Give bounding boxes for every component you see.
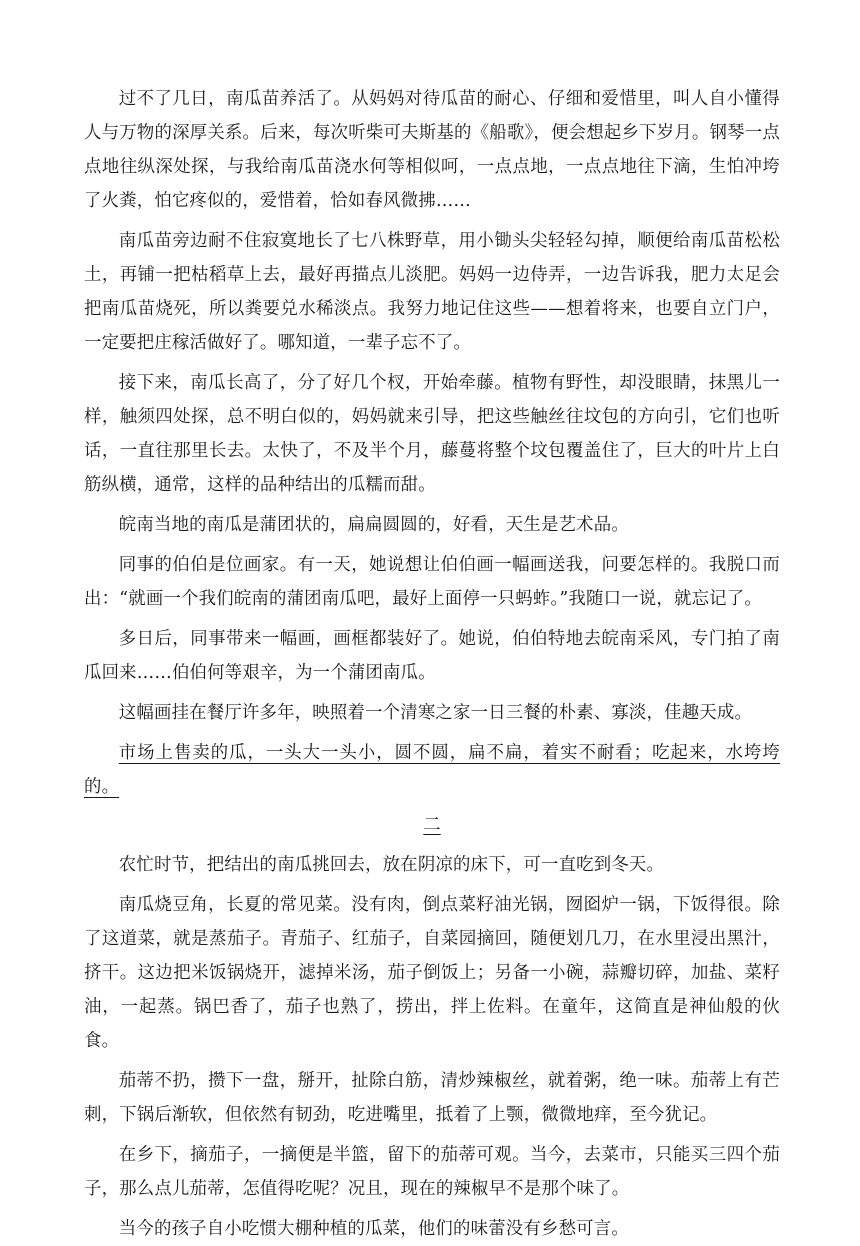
paragraph: 接下来，南瓜长高了，分了好几个杈，开始牵藤。植物有野性，却没眼睛，抹黑儿一样，触须四处探，总不明白似的，妈妈就来引导，把这些触丝往坟包的方向引，它们也听话，一直往那里长去。太快了，不及半个月，藤蔓将整个坟包覆盖住了，巨大的叶片上白筋纵横，通常，这样的品种结出的瓜糯而甜。 (84, 373, 780, 495)
paragraph: 南瓜苗旁边耐不住寂寞地长了七八株野草，用小锄头尖轻轻勾掉，顺便给南瓜苗松松土，再铺一把枯稻草上去，最好再描点儿淡肥。妈妈一边侍弄，一边告诉我，肥力太足会把南瓜苗烧死，所以粪要兑水稀淡点。我努力地记住这些——想着将来，也要自立门户，一定要把庄稼活做好了。哪知道，一辈子忘不了。 (84, 231, 780, 353)
section-heading (84, 808, 780, 842)
paragraph: 农忙时节，把结出的南瓜挑回去，放在阴凉的床下，可一直吃到冬天。 (118, 855, 665, 875)
paragraph: 皖南当地的南瓜是蒲团状的，扁扁圆圆的，好看，天生是艺术品。 (118, 515, 629, 535)
paragraph: 当今的孩子自小吃惯大棚种植的瓜菜，他们的味蕾没有乡愁可言。 (118, 1219, 629, 1239)
paragraph: 同事的伯伯是位画家。有一天，她说想让伯伯画一幅画送我，问要怎样的。我脱口而出：“就画一个我们皖南的蒲团南瓜吧，最好上面停一只蚂蚱。”我随口一说，就忘记了。 (84, 555, 780, 609)
article-body (84, 82, 780, 1246)
paragraph: 过不了几日，南瓜苗养活了。从妈妈对待瓜苗的耐心、仔细和爱惜里，叫人自小懂得人与万物的深厚关系。后来，每次听柴可夫斯基的《船歌》，便会想起乡下岁月。钢琴一点点地往纵深处探，与我给南瓜苗浇水何等相似呵，一点点地，一点点地往下滴，生怕冲垮了火粪，怕它疼似的，爱惜着，恰如春风微拂…… (84, 89, 780, 211)
paragraph: 多日后，同事带来一幅画，画框都装好了。她说，伯伯特地去皖南采风，专门拍了南瓜回来……伯伯何等艰辛，为一个蒲团南瓜。 (84, 629, 780, 683)
paragraph: 茄蒂不扔，攒下一盘，掰开，扯除白筋，清炒辣椒丝，就着粥，绝一味。茄蒂上有芒刺，下锅后渐软，但依然有韧劲，吃进嘴里，抵着了上颚，微微地痒，至今犹记。 (84, 1071, 780, 1125)
paragraph: 这幅画挂在餐厅许多年，映照着一个清寒之家一日三餐的朴素、寡淡，佳趣天成。 (118, 703, 753, 723)
paragraph: 南瓜烧豆角，长夏的常见菜。没有肉，倒点菜籽油光锅，囫囵炉一锅，下饭得很。除了这道菜，就是蒸茄子。青茄子、红茄子，自菜园摘回，随便划几刀，在水里浸出黑汁，挤干。这边把米饭锅烧开，滤掉米汤，茄子倒饭上；另备一小碗，蒜瓣切碎，加盐、菜籽油，一起蒸。锅巴香了，茄子也熟了，捞出，拌上佐料。在童年，这简直是神仙般的伙食。 (84, 895, 780, 1051)
underlined-paragraph: 市场上售卖的瓜，一头大一头小，圆不圆，扁不扁，着实不耐看；吃起来，水垮垮的。 (84, 743, 780, 797)
section-number: 二 (423, 815, 441, 835)
paragraph: 在乡下，摘茄子，一摘便是半篮，留下的茄蒂可观。当今，去菜市，只能买三四个茄子，那么点儿茄蒂，怎值得吃呢？况且，现在的辣椒早不是那个味了。 (84, 1145, 780, 1199)
